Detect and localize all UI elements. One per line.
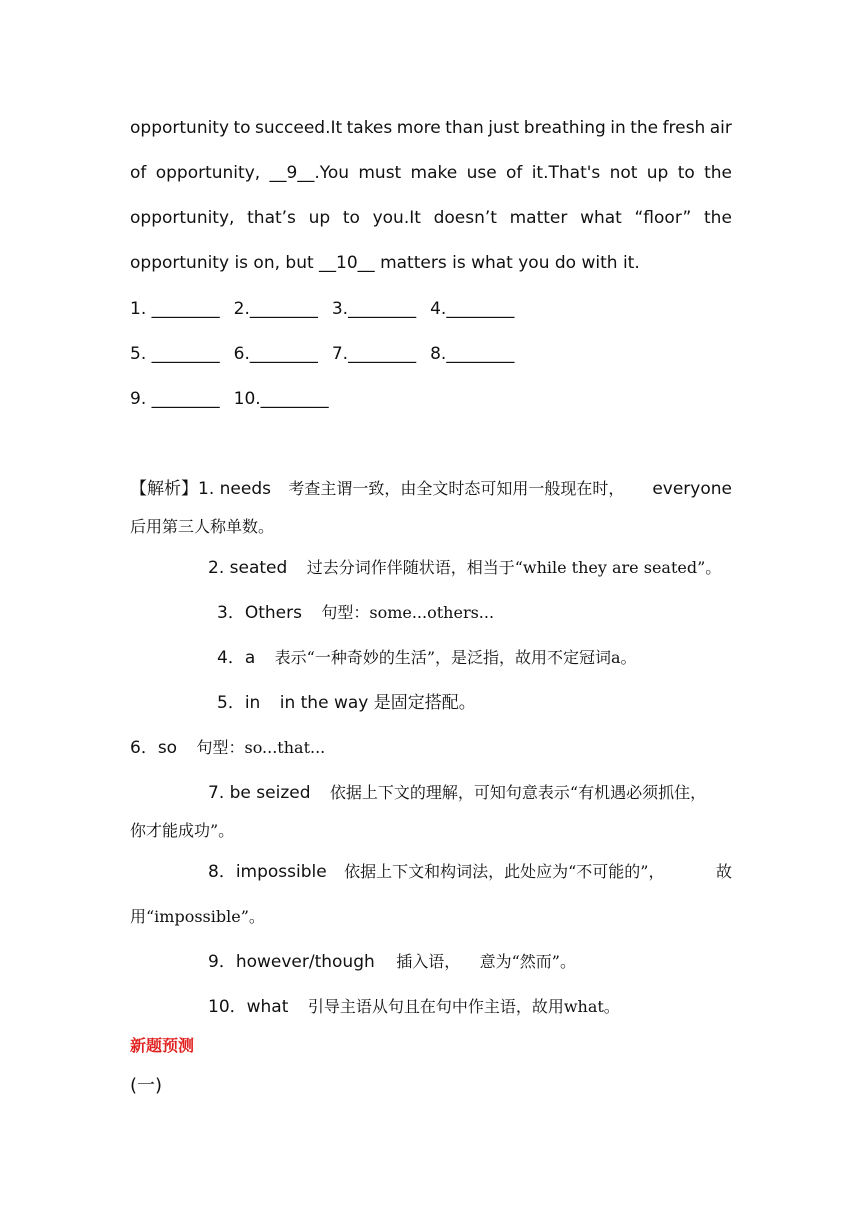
passage-word: up xyxy=(308,208,331,228)
passage-word: opportunity, xyxy=(155,163,261,183)
passage-word: the xyxy=(630,118,659,138)
passage-word: doesn’t xyxy=(433,208,497,228)
passage-word: “floor” xyxy=(634,208,692,228)
blank-2: 2.________ xyxy=(233,299,318,319)
passage-word: up xyxy=(646,163,669,183)
passage-word: matter xyxy=(509,208,568,228)
analysis-5-key: 5．in xyxy=(217,693,261,713)
blank-3: 3.________ xyxy=(331,299,417,319)
analysis-3-note: 句型：some...others... xyxy=(321,603,495,622)
analysis-7 xyxy=(208,782,706,804)
passage-word: to xyxy=(233,118,251,138)
passage-word: use xyxy=(466,163,497,183)
analysis-10-note: 引导主语从句且在句中作主语，故用what。 xyxy=(307,997,620,1016)
passage-line-2 xyxy=(130,162,732,184)
analysis-9 xyxy=(208,951,576,973)
analysis-9-note-2: 意为“然而”。 xyxy=(479,952,576,971)
analysis-6-note: 句型：so...that... xyxy=(196,738,326,757)
passage-word: make xyxy=(410,163,458,183)
blank-7: 7.________ xyxy=(331,344,417,364)
analysis-1-tail: everyone xyxy=(652,479,732,499)
passage-word: must xyxy=(358,163,402,183)
analysis-7-line-2: 你才能成功”。 xyxy=(130,821,235,840)
blank-9: 9. ________ xyxy=(130,389,220,409)
analysis-10-key: 10．what xyxy=(208,997,289,1017)
passage-word: more xyxy=(396,118,441,138)
passage-word: than xyxy=(445,118,484,138)
passage-line-4: opportunity is on, but __10__ matters is what you do with it. xyxy=(130,253,640,273)
passage-word: opportunity xyxy=(130,118,230,138)
blank-4: 4.________ xyxy=(430,299,515,319)
analysis-1 xyxy=(130,478,732,500)
passage-word: breathing xyxy=(523,118,606,138)
analysis-8 xyxy=(208,861,732,883)
analysis-2 xyxy=(208,557,721,579)
passage-word: opportunity, xyxy=(130,208,235,228)
answer-blanks-row-1 xyxy=(130,298,528,320)
analysis-5 xyxy=(217,692,476,714)
analysis-8-key: 8．impossible xyxy=(208,862,327,882)
analysis-10 xyxy=(208,996,620,1018)
analysis-7-note: 依据上下文的理解，可知句意表示“有机遇必须抓住， xyxy=(329,783,707,802)
analysis-2-key: 2. seated xyxy=(208,558,288,578)
passage-word: of xyxy=(130,163,147,183)
passage-word: you.It xyxy=(372,208,421,228)
blank-10: 10.________ xyxy=(233,389,329,409)
analysis-8-tail: 故 xyxy=(715,862,732,881)
blank-6: 6.________ xyxy=(233,344,318,364)
passage-word: to xyxy=(342,208,360,228)
answer-blanks-row-3 xyxy=(130,388,343,410)
analysis-1-key: 【解析】1. needs xyxy=(130,479,271,499)
analysis-4 xyxy=(217,647,637,669)
passage-line-1 xyxy=(130,117,732,139)
passage-word: takes xyxy=(346,118,393,138)
analysis-8-note: 依据上下文和构词法，此处应为“不可能的”， xyxy=(344,862,665,881)
passage-word: of xyxy=(505,163,523,183)
analysis-6 xyxy=(130,737,325,759)
passage-word: what xyxy=(580,208,622,228)
analysis-9-key: 9．however/though xyxy=(208,952,375,972)
section-subtitle: (一) xyxy=(130,1075,163,1096)
section-title: 新题预测 xyxy=(130,1036,195,1055)
analysis-4-key: 4．a xyxy=(217,648,256,668)
blank-8: 8.________ xyxy=(430,344,515,364)
analysis-9-note: 插入语， xyxy=(396,952,461,971)
analysis-1-line-2: 后用第三人称单数。 xyxy=(130,517,275,536)
passage-word: __9__.You xyxy=(269,163,350,183)
passage-word: fresh xyxy=(662,118,706,138)
analysis-3 xyxy=(217,602,494,624)
passage-word: in xyxy=(610,118,626,138)
analysis-1-note: 考查主谓一致，由全文时态可知用一般现在时， xyxy=(288,479,625,498)
passage-word: air xyxy=(709,118,732,138)
analysis-7-key: 7. be seized xyxy=(208,783,311,803)
passage-word: succeed.It xyxy=(255,118,343,138)
analysis-3-key: 3．Others xyxy=(217,603,302,623)
passage-word: the xyxy=(704,208,732,228)
passage-word: to xyxy=(677,163,695,183)
blank-5: 5. ________ xyxy=(130,344,220,364)
analysis-6-key: 6．so xyxy=(130,738,178,758)
passage-word: it.That's xyxy=(531,163,601,183)
blank-1: 1. ________ xyxy=(130,299,220,319)
analysis-4-note: 表示“一种奇妙的生活”，是泛指，故用不定冠词a。 xyxy=(274,648,637,667)
passage-word: just xyxy=(488,118,520,138)
analysis-5-note: in the way 是固定搭配。 xyxy=(279,693,476,713)
passage-word: the xyxy=(704,163,732,183)
passage-word: that’s xyxy=(247,208,296,228)
analysis-2-note: 过去分词作伴随状语，相当于“while they are seated”。 xyxy=(306,558,722,577)
passage-line-3 xyxy=(130,207,732,229)
analysis-8-line-2: 用“impossible”。 xyxy=(130,907,265,926)
answer-blanks-row-2 xyxy=(130,343,528,365)
passage-word: not xyxy=(609,163,638,183)
